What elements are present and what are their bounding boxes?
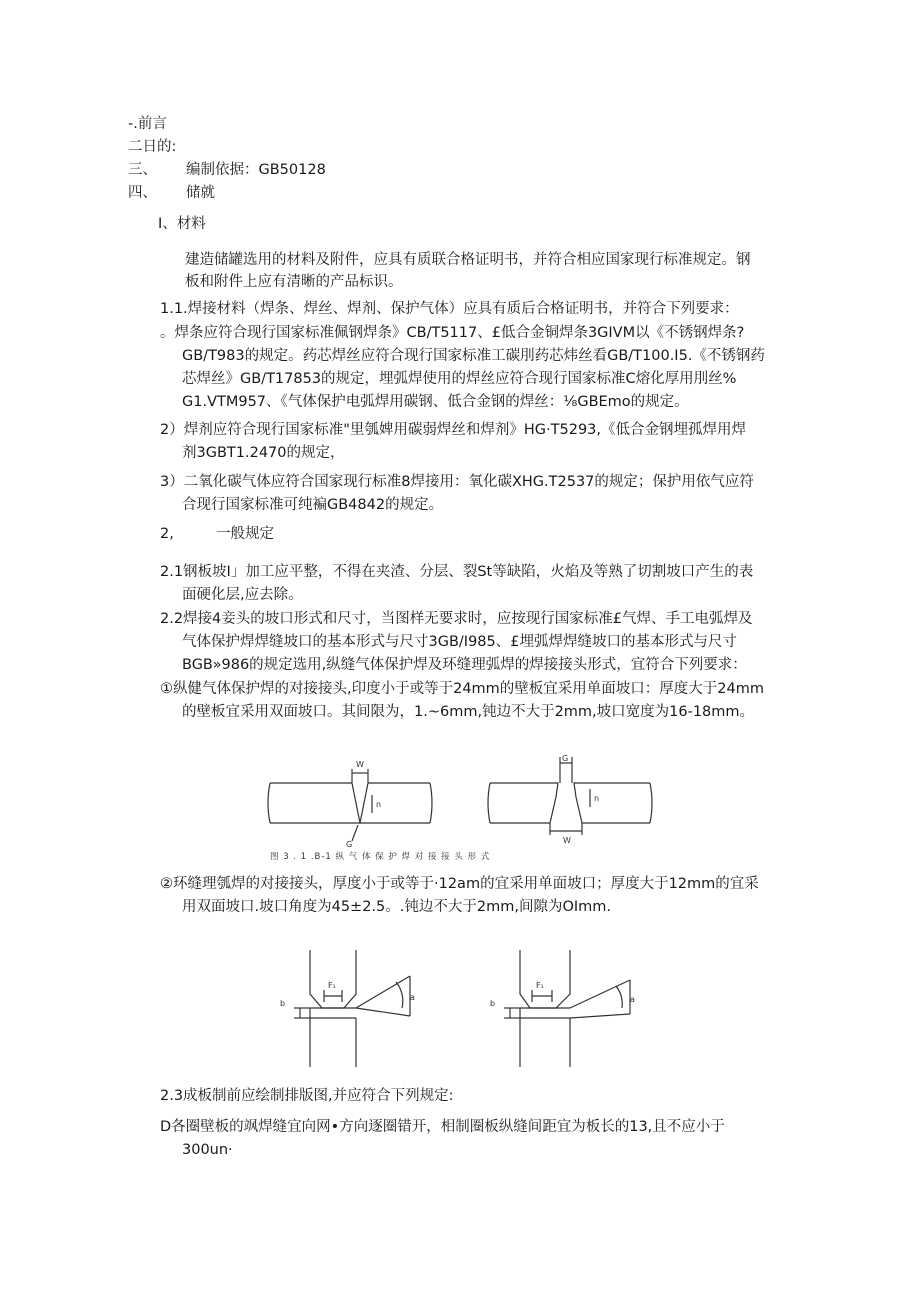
materials-heading: I、材料: [158, 216, 206, 232]
fig1-label-g-left: G: [346, 840, 353, 849]
basis-number: 三、: [128, 162, 157, 178]
storage-heading: [128, 182, 215, 204]
storage-number: 四、: [128, 185, 157, 201]
preface-heading: -.前言: [128, 116, 167, 132]
fig1-label-w-top: W: [356, 760, 364, 769]
circled1-line1: ①纵健气体保护焊的对接接头,印度小于或等于24mm的壁板宜采用单面坡口：厚度大于24mm: [160, 681, 765, 697]
circled1-line2: 的壁板宜采用双面坡口。其间限为，1.~6mm,钝边不大于2mm,坡口宽度为16-18mm。: [182, 704, 755, 720]
clause-1-1: 1.1.焊接材料（焊条、焊丝、焊剂、保护气体）应具有质后合格证明书，并符合下列要求：: [160, 301, 739, 317]
item3-line2: 合现行国家标准可纯褊GB4842的规定。: [182, 497, 444, 513]
circled2-line2: 用双面坡口.坡口角度为45±2.5。.钝边不大于2mm,间隙为OImm.: [182, 899, 612, 915]
circled2-line1: ②环缝理瓠焊的对接接头，厚度小于或等于·12am的宜采用单面坡口；厚度大于12mm的宜采: [160, 876, 759, 892]
fig1-label-n-right: n: [594, 794, 600, 803]
fig1-label-n-left: n: [376, 800, 382, 809]
item-d1-line2: 300un·: [182, 1142, 233, 1158]
item2-line1: 2）焊剂应符合现行国家标准"里瓠婢用碳弱焊丝和焊剂》HG·T5293,《低合金钢埋孤焊用焊: [160, 422, 747, 438]
butt-joint-figure-1: [260, 755, 660, 865]
single-groove-circ-joint: [294, 950, 410, 1067]
purpose-heading: 二日的:: [128, 139, 177, 155]
general-number: 2,: [160, 526, 174, 542]
item1-line4: G1.VTM957、《气体保护电弧焊用碳钢、低合金钢的焊丝：⅛GBEmo的规定。: [182, 394, 689, 410]
item1-line2: GB/T983的规定。药芯焊丝应符合现行国家标准工碳刖药芯炜丝看GB/T100.I5.《不锈钢药: [182, 348, 765, 364]
item1-line3: 芯焊丝》GB/T17853的规定，埋弧焊使用的焊丝应符合现行国家标准C熔化厚用刖丝%: [182, 371, 737, 387]
item2-line2: 剂3GBT1.2470的规定，: [182, 445, 345, 461]
materials-intro-line1: 建造储罐选用的材料及附件，应具有质联合格证明书，并符合相应国家现行标准规定。钢: [185, 252, 751, 268]
clause-2-1-line2: 面硬化层,应去除。: [182, 587, 303, 603]
double-bevel-joint: [488, 757, 652, 835]
basis-heading: [128, 159, 326, 181]
fig1-caption: 图 3 . 1 .B-1 纵 气 体 保 护 焊 对 接 接 头 形 式: [270, 852, 491, 862]
fig2-label-a-right: a: [630, 995, 635, 1004]
single-bevel-joint: [268, 769, 432, 841]
fig2-label-f1-right: F₁: [536, 981, 544, 990]
item3-line1: 3）二氧化碳气体应符合国家现行标准8焊接用：氧化碳XHG.T2537的规定；保护用依气应符: [160, 474, 754, 490]
clause-2-2-line2: 气体保护焊焊缝坡口的基本形式与尺寸3GB/I985、£埋弧焊焊缝坡口的基本形式与尺寸: [182, 634, 737, 650]
double-groove-circ-joint: [504, 950, 630, 1067]
general-title: 一般规定: [216, 526, 274, 542]
butt-joint-figure-2: [270, 942, 650, 1067]
item1-line1: 。焊条应符合现行国家标准佩钢焊条》CB/T5117、£低合金铜焊条3GIVM以《不锈钢焊条?: [160, 325, 745, 341]
clause-2-1-line1: 2.1钢板坡I」加工应平整，不得在夹渣、分层、裂St等缺陷，火焰及等熟了切割坡口产生的表: [160, 564, 754, 580]
clause-2-2-line3: BGB»986的规定选用,纵缝气体保护焊及环缝理弧焊的焊接接头形式，宜符合下列要求：: [182, 657, 747, 673]
materials-intro-line2: 板和附件上应有清晰的产品标识。: [185, 274, 403, 290]
storage-text: 储就: [186, 185, 215, 201]
fig2-label-f1-left: F₁: [328, 981, 336, 990]
fig1-label-w-bottom: W: [563, 836, 571, 845]
fig2-label-a-left: a: [410, 993, 415, 1002]
fig1-label-g-right: G: [562, 755, 569, 763]
basis-text: 编制依据：GB50128: [186, 162, 326, 178]
clause-2-2-line1: 2.2焊接4妾头的坡口形式和尺寸，当图样无要求时，应按现行国家标准£气焊、手工电弧焊及: [160, 611, 753, 627]
general-heading: [160, 523, 274, 545]
clause-2-3: 2.3成板制前应绘制排版图,并应符合下列规定:: [160, 1088, 454, 1104]
fig2-label-b-left: b: [280, 999, 286, 1008]
item-d1-line1: D各圈壁板的飒焊缝宜向网•方向逐圈错开，相制圈板纵缝间距宜为板长的13,且不应小于: [160, 1119, 725, 1135]
fig2-label-b-right: b: [490, 999, 496, 1008]
